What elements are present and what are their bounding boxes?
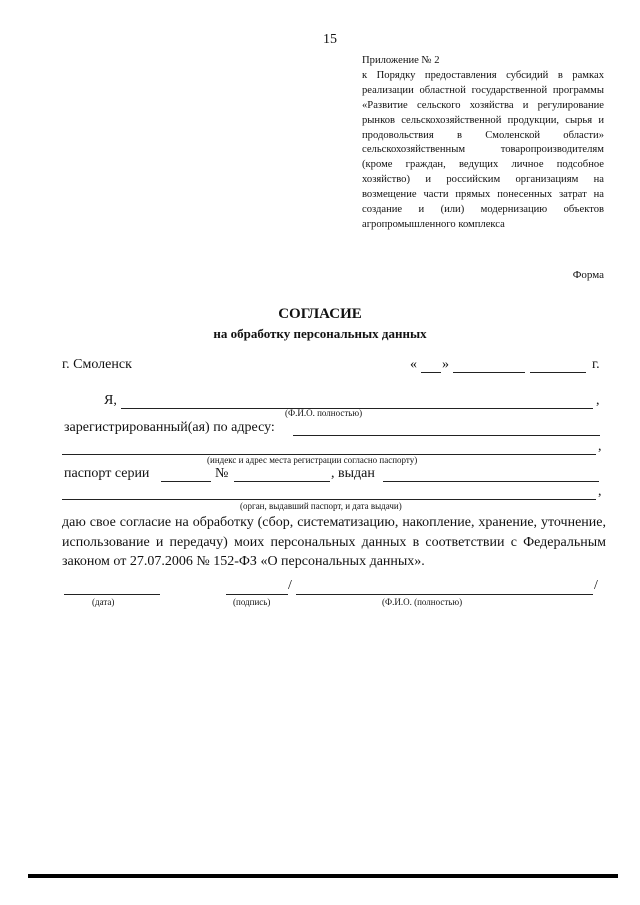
date-year-suffix: г. (592, 357, 600, 372)
caption-address: (индекс и адрес места регистрации согласно паспорту) (207, 455, 418, 465)
issued-label: , выдан (331, 466, 375, 481)
appendix-block (362, 54, 604, 233)
caption-signature: (подпись) (233, 597, 271, 607)
issued-field-2[interactable] (62, 499, 596, 500)
date-year-field[interactable] (530, 372, 586, 373)
caption-issuer: (орган, выдавший паспорт, и дата выдачи) (240, 501, 402, 511)
signature-fio-field[interactable] (296, 594, 593, 595)
appendix-heading: Приложение № 2 (362, 55, 440, 66)
ya-label: Я, (104, 393, 117, 408)
date-close-quote: » (442, 357, 449, 372)
footer-rule (28, 874, 618, 878)
date-month-field[interactable] (453, 372, 525, 373)
issued-comma: , (598, 484, 602, 499)
address-field-1[interactable] (293, 435, 600, 436)
passport-number-field[interactable] (234, 481, 330, 482)
fio-comma: , (596, 393, 600, 408)
caption-fio: (Ф.И.О. полностью) (285, 408, 363, 418)
consent-text: даю свое согласие на обработку (сбор, систематизацию, накопление, хранение, уточнение, использование и передачу) моих персональных данных в соответствии с Федеральным законом от 27.07.2006 № 152-ФЗ «О персональных данных». (62, 515, 606, 569)
signature-slash-right: / (594, 578, 598, 593)
signature-field[interactable] (226, 594, 288, 595)
appendix-text: к Порядку предоставления субсидий в рамках реализации областной государственной программы «Развитие сельского хозяйства и регулирование рынков сельскохозяйственной продукции, сырья и продовольствия в Смоленской области» сельскохозяйственным товаропроизводителям (кроме граждан, ведущих личное подсобное хозяйство) и российским организациям на возмещение части прямых понесенных затрат на создание и (или) модернизацию объектов агропромышленного комплекса (362, 69, 604, 230)
passport-number-label: № (215, 466, 229, 481)
signature-slash-left: / (288, 578, 292, 593)
caption-fio-short: (Ф.И.О. (полностью) (382, 597, 463, 607)
document-subtitle: на обработку персональных данных (213, 326, 427, 341)
caption-date: (дата) (92, 597, 115, 607)
date-open-quote: « (410, 357, 417, 372)
passport-series-field[interactable] (161, 481, 211, 482)
page-number: 15 (323, 32, 337, 47)
document-title: СОГЛАСИЕ (278, 306, 362, 322)
signature-date-field[interactable] (64, 594, 160, 595)
registered-label: зарегистрированный(ая) по адресу: (64, 420, 275, 435)
city-label: г. Смоленск (62, 357, 132, 372)
form-label: Форма (572, 269, 604, 281)
passport-series-label: паспорт серии (64, 466, 150, 481)
date-day-field[interactable] (421, 372, 441, 373)
issued-field-1[interactable] (383, 481, 599, 482)
address-comma: , (598, 439, 602, 454)
